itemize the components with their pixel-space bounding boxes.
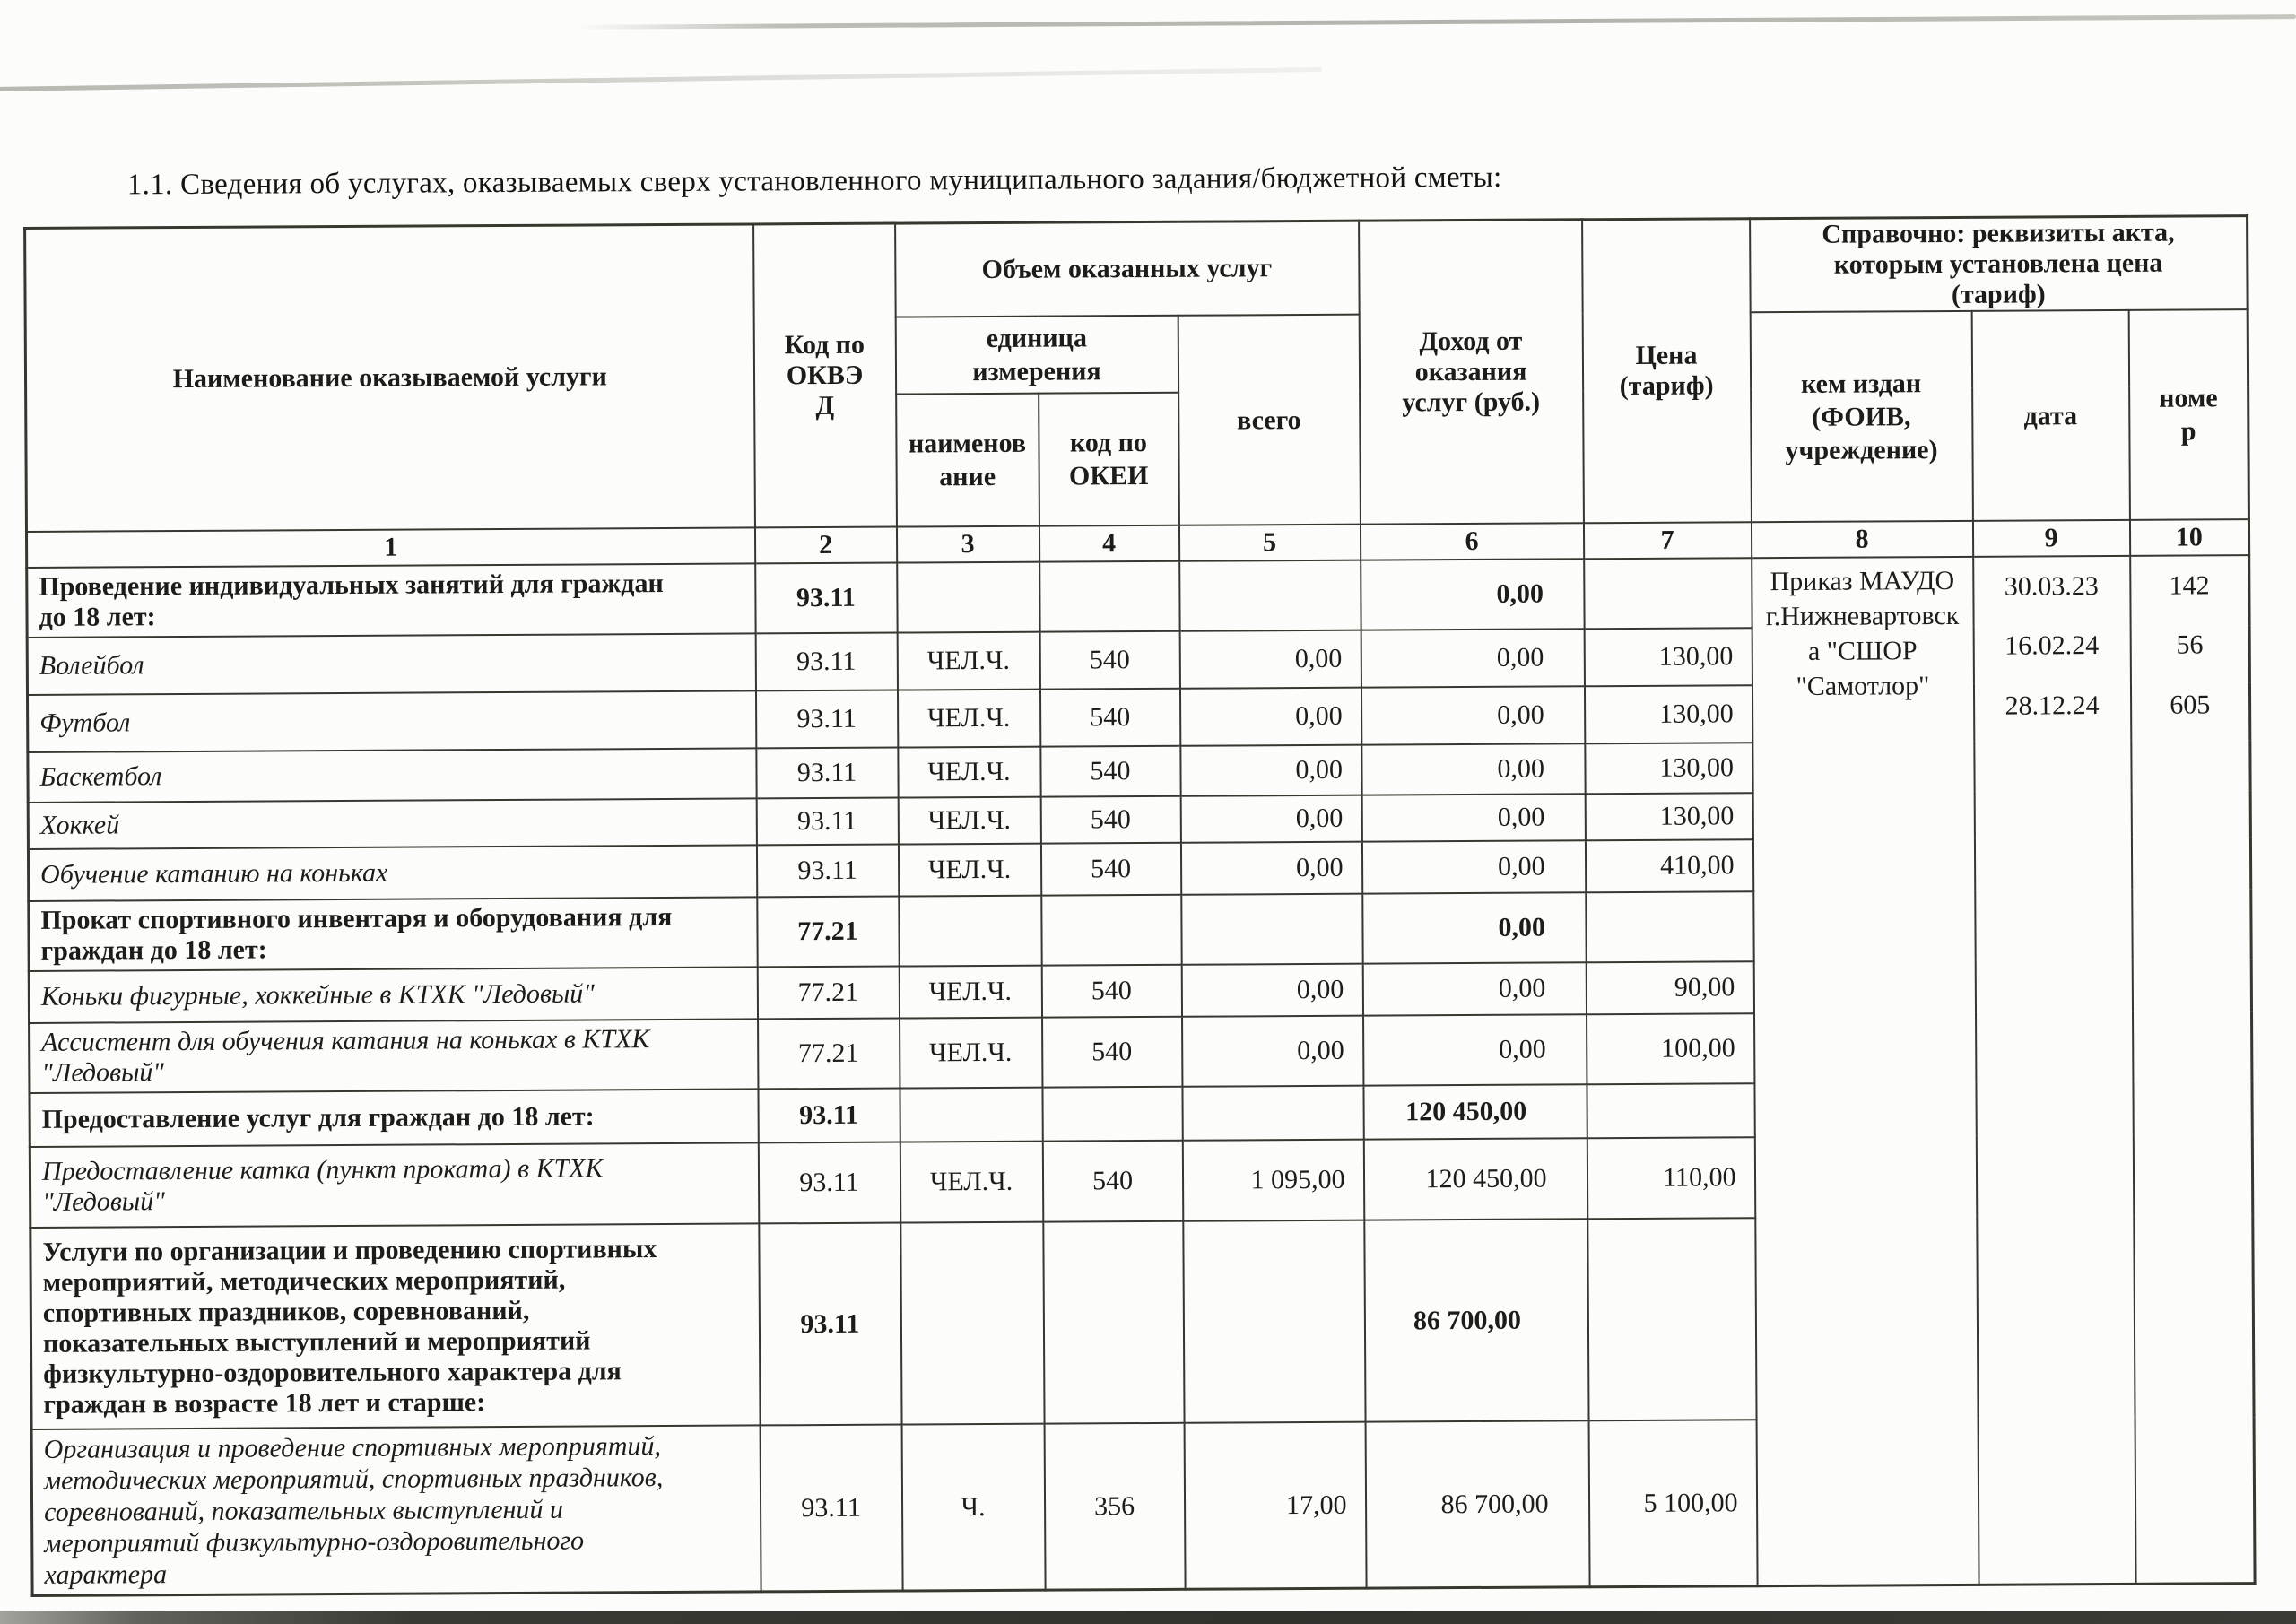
okei-cell: 540: [1040, 843, 1180, 896]
okved-cell: 77.21: [757, 967, 899, 1020]
okved-cell: 93.11: [756, 748, 898, 799]
unit-cell: ЧЕЛ.Ч.: [897, 690, 1039, 748]
header-row-1: [25, 216, 2248, 322]
col-header-date: дата: [1971, 310, 2129, 521]
income-cell: 86 700,00: [1365, 1420, 1589, 1588]
service-name-cell: Предоставление катка (пункт проката) в КТХК "Ледовый": [30, 1142, 758, 1228]
okei-cell: [1042, 1087, 1182, 1142]
unit-cell: [900, 1222, 1044, 1425]
unit-cell: ЧЕЛ.Ч.: [897, 632, 1039, 690]
number-cell: [2130, 555, 2255, 1584]
price-cell: 410,00: [1585, 839, 1752, 892]
income-cell: 120 450,00: [1363, 1084, 1587, 1139]
price-cell: 110,00: [1587, 1137, 1754, 1219]
total-cell: 0,00: [1180, 842, 1361, 895]
unit-cell: ЧЕЛ.Ч.: [898, 844, 1040, 897]
scan-bottom-bar: [0, 1611, 2296, 1624]
col-header-income: Доход от оказания услуг (руб.): [1359, 220, 1584, 525]
service-name-cell: Футбол: [28, 690, 756, 752]
col-header-number: номе р: [2128, 309, 2248, 520]
okved-cell: 93.11: [756, 798, 898, 846]
income-cell: 86 700,00: [1364, 1219, 1588, 1421]
service-name-cell: Предоставление услуг для граждан до 18 лет:: [30, 1089, 758, 1147]
price-cell: 130,00: [1585, 743, 1752, 794]
column-number-cell: 9: [1972, 520, 2129, 557]
col-header-unit: единица измерения: [895, 316, 1178, 395]
col-header-price: Цена (тариф): [1582, 219, 1752, 524]
okved-cell: 77.21: [758, 1019, 900, 1090]
date-entry: 30.03.23: [2004, 571, 2099, 602]
okved-cell: 93.11: [755, 633, 897, 691]
price-cell: [1584, 558, 1752, 629]
service-name-cell: Коньки фигурные, хоккейные в КТХК "Ледовый": [29, 967, 757, 1023]
number-entry: 605: [2170, 690, 2211, 720]
total-cell: 0,00: [1179, 630, 1361, 689]
unit-cell: ЧЕЛ.Ч.: [898, 747, 1040, 798]
number-entry: 56: [2176, 630, 2204, 660]
column-number-cell: 10: [2129, 519, 2248, 556]
col-header-issued-by: кем издан (ФОИВ, учреждение): [1750, 311, 1972, 522]
total-cell: 0,00: [1181, 964, 1362, 1017]
col-header-okved: Код по ОКВЭ Д: [753, 223, 897, 527]
service-name-cell: Проведение индивидуальных занятий для граждан до 18 лет:: [27, 563, 755, 638]
col-header-service-name: Наименование оказываемой услуги: [25, 224, 755, 532]
price-cell: 130,00: [1584, 685, 1752, 743]
col-header-total: всего: [1178, 315, 1360, 525]
price-cell: [1587, 1218, 1756, 1420]
income-cell: 0,00: [1361, 629, 1584, 687]
issued-by-cell: Приказ МАУДО г.Нижневартовск а "СШОР "Самотлор": [1752, 557, 1979, 1586]
column-number-cell: 8: [1751, 521, 1972, 558]
scan-artifact-line-top: [574, 14, 2296, 30]
total-cell: 1 095,00: [1182, 1140, 1364, 1221]
okei-cell: [1043, 1221, 1184, 1424]
unit-cell: ЧЕЛ.Ч.: [900, 1142, 1043, 1223]
okved-cell: 93.11: [759, 1223, 901, 1426]
okei-cell: 356: [1044, 1423, 1185, 1590]
date-cell: [1973, 556, 2135, 1585]
total-cell: [1183, 1220, 1365, 1423]
price-cell: 130,00: [1584, 628, 1752, 686]
okei-cell: [1041, 895, 1181, 966]
income-cell: 0,00: [1361, 559, 1584, 630]
scan-artifact-line-upper: [0, 67, 1322, 91]
total-cell: 0,00: [1182, 1016, 1363, 1087]
column-number-cell: 2: [754, 527, 896, 564]
service-name-cell: Волейбол: [27, 633, 755, 695]
okved-cell: 93.11: [755, 563, 897, 634]
okei-cell: 540: [1039, 631, 1179, 690]
income-cell: 120 450,00: [1363, 1138, 1587, 1220]
okei-cell: 540: [1039, 689, 1179, 747]
okved-cell: 93.11: [756, 845, 898, 898]
column-number-cell: 7: [1583, 522, 1751, 559]
unit-cell: ЧЕЛ.Ч.: [898, 797, 1040, 845]
total-cell: 0,00: [1180, 795, 1361, 843]
total-cell: [1181, 894, 1362, 965]
col-header-reference: Справочно: реквизиты акта, которым установлена цена (тариф): [1750, 216, 2248, 313]
income-cell: 0,00: [1362, 962, 1586, 1015]
col-header-okei: код по ОКЕИ: [1039, 393, 1179, 526]
total-cell: 0,00: [1179, 688, 1361, 746]
total-cell: [1179, 560, 1361, 631]
price-cell: 130,00: [1585, 793, 1752, 840]
services-table: [23, 214, 2257, 1597]
price-cell: 5 100,00: [1588, 1420, 1757, 1587]
price-cell: [1587, 1083, 1754, 1138]
column-number-cell: 4: [1039, 525, 1178, 562]
okei-cell: 540: [1040, 796, 1180, 844]
total-cell: 0,00: [1180, 745, 1361, 796]
okved-cell: 93.11: [760, 1425, 902, 1592]
total-cell: [1182, 1086, 1363, 1141]
unit-cell: ЧЕЛ.Ч.: [899, 966, 1041, 1019]
unit-cell: ЧЕЛ.Ч.: [900, 1018, 1042, 1089]
income-cell: 0,00: [1361, 840, 1585, 893]
okei-cell: [1039, 561, 1179, 632]
unit-cell: Ч.: [901, 1424, 1045, 1591]
table-row: [27, 555, 2249, 638]
service-name-cell: Баскетбол: [28, 748, 756, 803]
service-name-cell: Услуги по организации и проведению спортивных мероприятий, методических мероприятий, спортивных праздников, соревнований, показательных выступлений и мероприятий физкультурно-оздоровительного характера для граждан в возрасте 18 лет и старше:: [30, 1223, 760, 1429]
date-entry: 28.12.24: [2005, 690, 2100, 721]
column-number-cell: 3: [896, 526, 1039, 563]
total-cell: 17,00: [1184, 1422, 1366, 1590]
income-cell: 0,00: [1361, 794, 1585, 841]
column-number-cell: 1: [26, 527, 754, 568]
col-header-volume: Объем оказанных услуг: [895, 221, 1360, 317]
okved-cell: 93.11: [758, 1089, 900, 1143]
page-title: 1.1. Сведения об услугах, оказываемых сверх установленного муниципального задания/бюджетной сметы:: [126, 161, 1502, 202]
column-number-cell: 5: [1178, 525, 1360, 561]
okei-cell: 540: [1042, 1017, 1182, 1088]
price-cell: [1586, 891, 1753, 962]
income-cell: 0,00: [1361, 743, 1585, 795]
okei-cell: 540: [1041, 965, 1181, 1018]
service-name-cell: Ассистент для обучения катания на коньках в КТХК "Ледовый": [30, 1019, 758, 1093]
income-cell: 0,00: [1361, 686, 1584, 744]
okved-cell: 93.11: [755, 690, 897, 749]
service-name-cell: Обучение катанию на коньках: [28, 845, 756, 901]
service-name-cell: Организация и проведение спортивных мероприятий, методических мероприятий, спортивных праздников, соревнований, показательных выступлений и мероприятий физкультурно-оздоровительного характера: [31, 1425, 761, 1595]
okved-cell: 93.11: [758, 1142, 900, 1224]
date-entry: 16.02.24: [2005, 630, 2100, 661]
okved-cell: 77.21: [757, 897, 899, 968]
okei-cell: 540: [1042, 1141, 1183, 1222]
okei-cell: 540: [1040, 746, 1180, 797]
unit-cell: [900, 1088, 1042, 1142]
service-name-cell: Хоккей: [28, 798, 756, 849]
service-name-cell: Прокат спортивного инвентаря и оборудования для граждан до 18 лет:: [29, 897, 757, 971]
number-entry: 142: [2169, 570, 2210, 601]
column-number-cell: 6: [1360, 523, 1583, 560]
income-cell: 0,00: [1362, 892, 1586, 963]
col-header-unit-name: наименов ание: [896, 394, 1039, 527]
unit-cell: [897, 562, 1039, 633]
price-cell: 90,00: [1586, 961, 1753, 1014]
income-cell: 0,00: [1363, 1014, 1587, 1085]
price-cell: 100,00: [1587, 1013, 1754, 1084]
unit-cell: [899, 896, 1041, 967]
